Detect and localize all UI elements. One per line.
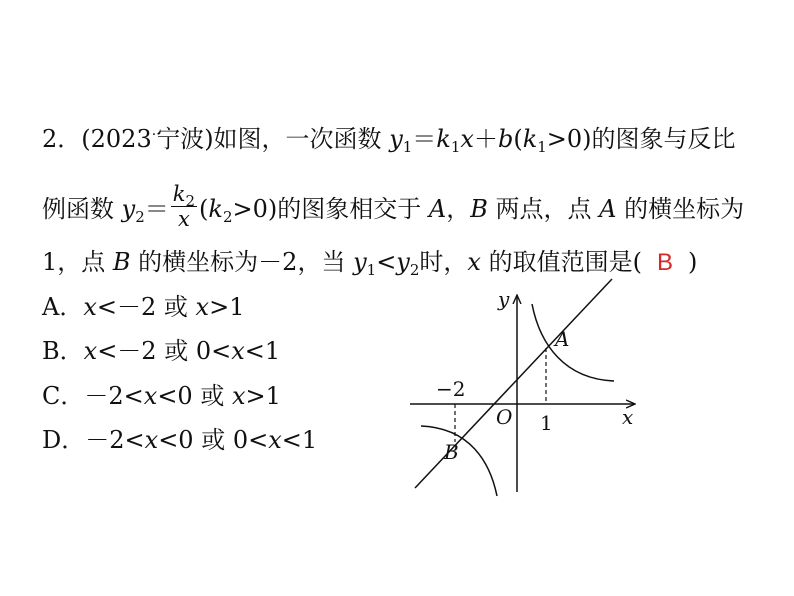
answer: B [656,249,673,276]
text: 时， [419,248,468,276]
point-b: B [470,195,488,223]
comma: ， [446,195,471,223]
var-x: x [460,125,474,153]
option-text: －2< [84,382,144,410]
sub: 1 [402,138,413,156]
option-text: <1 [281,426,318,454]
text: 的横坐标为 [616,195,745,223]
sub: 2 [409,261,420,279]
text: 1，点 [42,248,113,276]
option-text: >1 [245,382,281,410]
sub: 2 [222,208,233,226]
text: )如图，一次函数 [204,125,390,153]
tick-label-neg2: −2 [436,377,466,401]
point-a: A [428,195,447,223]
var-k: k [208,195,223,223]
condition: >0) [232,195,278,223]
y-axis-label: y [498,287,510,311]
sub: 1 [366,261,377,279]
var-x: x [143,382,158,410]
hyperbola-branch-left [421,426,497,496]
sub: 1 [450,138,461,156]
option-text: <－2 或 [96,293,196,321]
plus: ＋ [473,125,498,153]
source-dot: · [151,127,157,143]
var-k: k [436,125,451,153]
source-year: (2023 [81,125,152,153]
option-text: <－2 或 0< [97,337,232,365]
option-text: >1 [209,293,245,321]
sub: 2 [185,192,196,210]
var-b: b [497,125,514,153]
text: 两点，点 [487,195,600,223]
sub: 1 [537,138,547,156]
point-a-label: A [555,327,570,351]
var-x: x [231,382,246,410]
question-number: 2． [42,125,82,153]
option-text: <0 或 0< [158,426,269,454]
origin-label: O [496,405,513,429]
point-b: B [112,248,131,276]
paren: ) [687,248,698,276]
var-x: x [268,426,282,454]
var-k: k [172,182,186,206]
condition: >0) [546,125,592,153]
var-y: y [121,195,136,223]
paren: ( [513,125,523,153]
option-label: B． [42,337,84,365]
option-text: <0 或 [157,382,232,410]
point-b-label: B [444,440,459,464]
text: 的横坐标为－2，当 [130,248,354,276]
text: 的图象相交于 [277,195,429,223]
text: 的图象与反比 [591,125,736,153]
sub: 2 [135,208,145,226]
var-x: x [467,248,481,276]
var-k: k [522,125,538,153]
var-y: y [396,248,410,276]
option-label: D． [42,426,86,454]
option-text: －2< [85,426,145,454]
var-x: x [231,337,245,365]
var-x: x [83,293,97,321]
option-text: <1 [244,337,281,365]
less-than: < [376,248,397,276]
equals: ＝ [144,195,169,223]
source-place: 宁波 [156,125,205,153]
x-axis-label: x [622,405,634,429]
option-label: A． [42,293,84,321]
paren: ( [199,195,209,223]
var-x: x [177,207,190,231]
option-label: C． [42,382,85,410]
text: 例函数 [42,195,122,223]
var-x: x [195,293,210,321]
point-a: A [599,195,617,223]
tick-label-1: 1 [540,411,553,435]
var-x: x [144,426,159,454]
var-y: y [389,125,403,153]
var-x: x [83,337,98,365]
hyperbola-branch-right [532,304,614,381]
equals: ＝ [412,125,437,153]
text: 的取值范围是( [480,248,642,276]
var-y: y [353,248,367,276]
